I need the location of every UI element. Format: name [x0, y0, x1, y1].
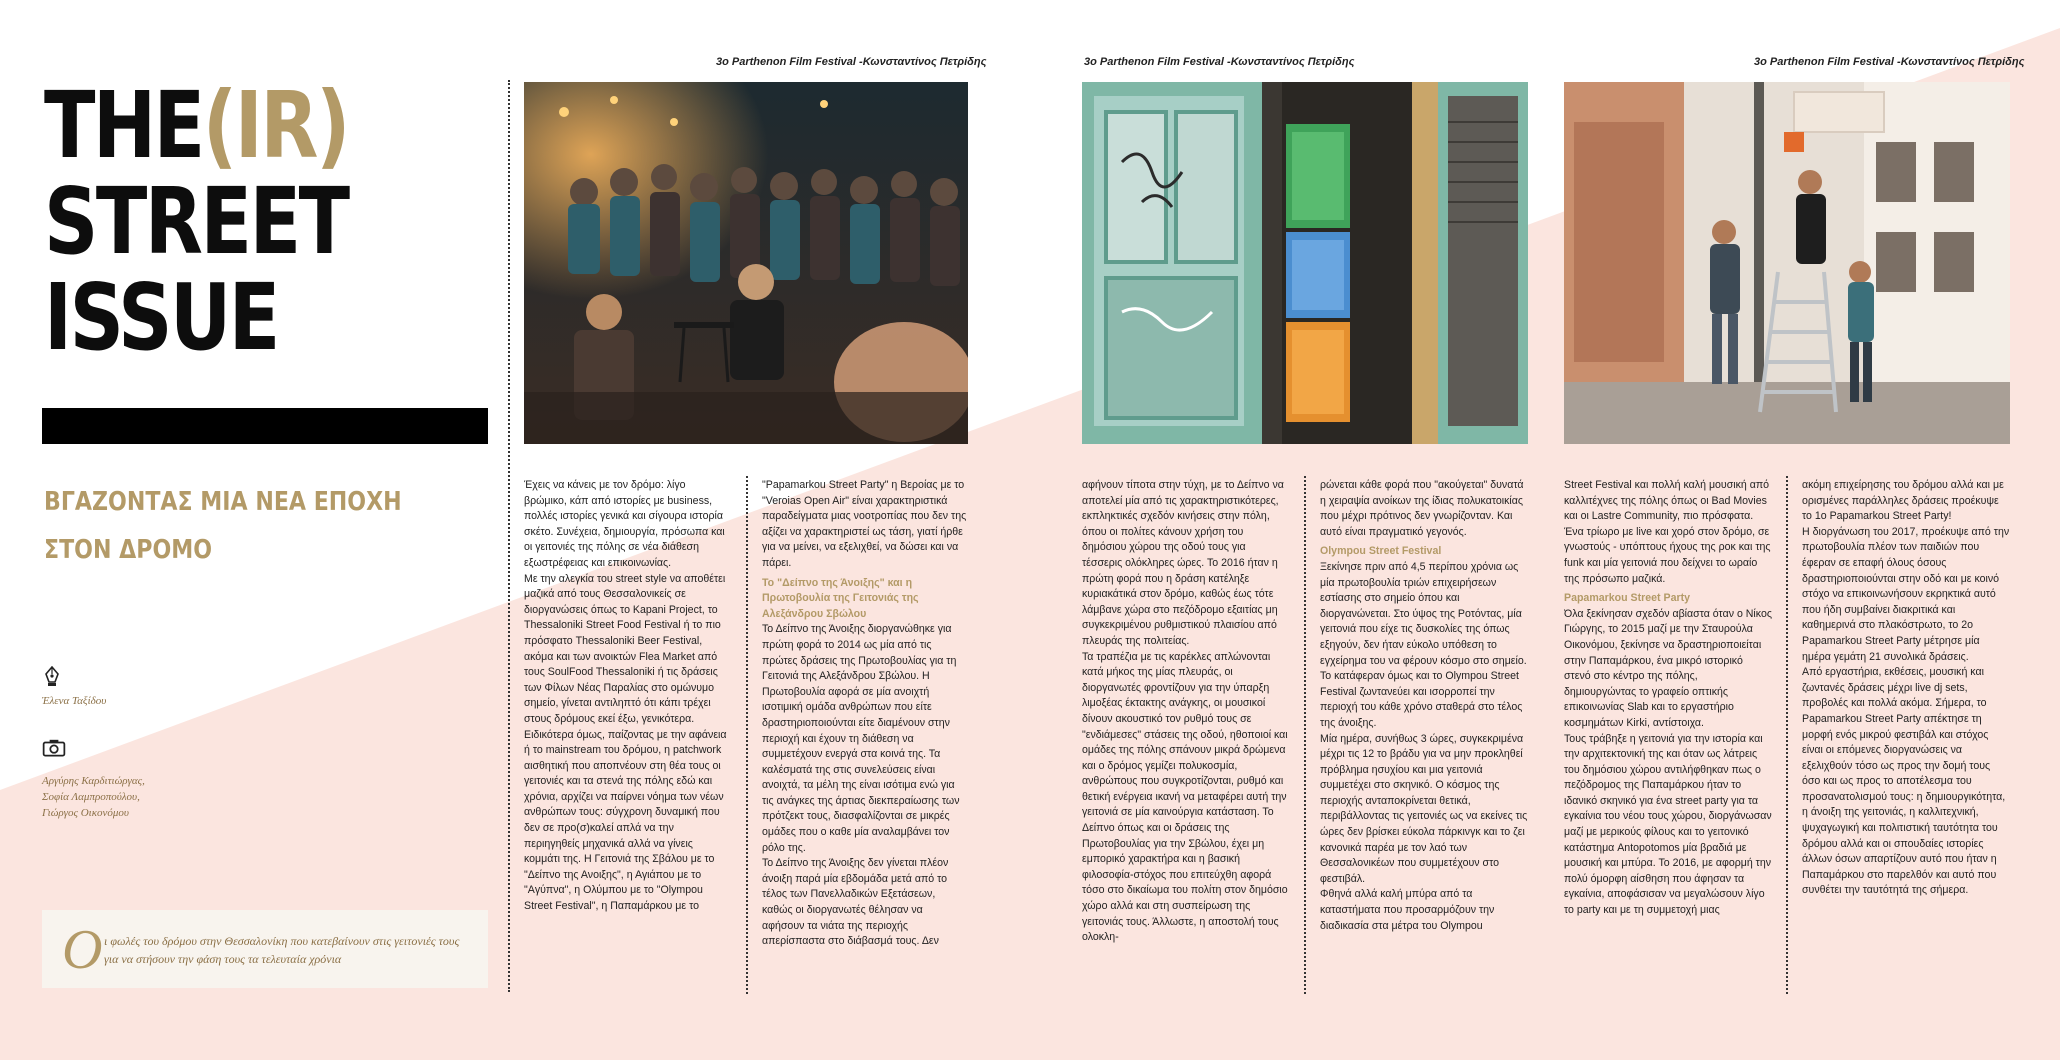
column-separator — [1304, 476, 1306, 994]
paragraph: Το Δείπνο της Άνοιξης διοργανώθηκε για πρώτη φορά το 2014 ως μία από τις πρώτες δράσεις της Πρωτοβουλίας για τη Γειτονιά της Αλεξάνδρου Σβώλου. Η Πρωτοβουλία αφορά σε μία ανοιχτή ισοτιμική ομάδα ανθρώπων που είτε δραστηριοποιούνται είτε διαμένουν στην περιοχή και έχουν τη διάθεση να συμμετέχουν ενεργά στα κοινά της. Τα καλέσματά της στις συνελεύσεις είναι ανοιχτά, τα μέλη της είναι ισότιμα ενώ για τις ανάγκες της άρτιας διεκπεραίωσης των πρότζεκτ τους, διασφαλίζονται σε μικρές ομάδες που ο καθε μία αναλαμβάνει τον ρόλο της. — [762, 623, 960, 854]
camera-icon — [42, 738, 66, 758]
author-block — [42, 666, 106, 709]
title-street: STREET — [44, 168, 348, 275]
photo-caption-right: 3o Parthenon Film Festival -Κωνσταντίνος Πετρίδης — [1754, 56, 2025, 68]
paragraph: Ειδικότερα όμως, παίζοντας με την αφάνεια ή το mainstream του δρόμου, η patchwork αισθητική που αποπνέουν στη θέα τους οι γειτονιές και τα στενά της πόλης εδώ και χρόνια, αρχίζει να παίρνει νόημα των νέων ανθρώπων τους: σύγχρονη δυναμική που δεν σε προ(σ)καλεί απλά να την περιηγηθείς μηχανικά αλλά να γίνεις κομμάτι της. Η Γειτονιά της Σβάλου με το "Δείπνο της Ανοιξης", η Αγιάπου με το "Aγύπνα", η Ολύμπου με το "Olympou Street Festival", η Παπαμάρκου με το — [524, 728, 727, 913]
graffiti-shopfront-photo — [1082, 82, 1528, 444]
section-heading: Το "Δείπνο της Άνοιξης" και η Πρωτοβουλία της Γειτονιάς της Αλεξάνδρου Σβώλου — [762, 576, 919, 620]
paragraph: Ξεκίνησε πριν από 4,5 περίπου χρόνια ως μία πρωτοβουλία τριών επιχειρήσεων εστίασης στο σημείο όπου και διοργανώνεται. Στο ύψος της Ροτόντας, μία γειτονιά που είχε τις δυσκολίες της όπως εξηγούν, δεν ήταν εύκολο υπόθεση το εγχείρημα του να φέρουν κόσμο στο σημείο. Το κατάφεραν όμως και το Olympou Street Festival ζωντανεύει και ισορροπεί την περιοχή του κάθε χρόνο σταθερά στο τέλος της άνοιξης. — [1320, 560, 1527, 729]
column-separator — [1786, 476, 1788, 994]
photo-caption-left: 3o Parthenon Film Festival -Κωνσταντίνος Πετρίδης — [716, 56, 987, 68]
paragraph: Η διοργάνωση του 2017, προέκυψε από την πρωτοβουλία πλέον των παιδιών που έφεραν σε επαφή όλους όσους δραστηριοποιούνται στην οδό και με κοινό στόχο να επικοινωνήσουν εκρηκτικά αυτό που ήδη συμβαίνει διακριτικά και καθημερινά στο πλακόστρωτο, το 2ο Papamarkou Street Party μέτρησε μία ημέρα γεμάτη 21 συνολικά δράσεις. — [1802, 525, 2010, 663]
article-column-6 — [1802, 478, 2010, 994]
title-issue: ISSUE — [44, 264, 278, 371]
paragraph: Με την αλεγκία του street style να αποθέτει μαζικά από τους Θεσσαλονικείς σε διοργανώσεις όπως το Kapani Project, το Thessaloniki Street Food Festival ή το πιο πρόσφατο Thessaloniki Beer Festival, ακόμα και των ανοικτών Flea Market από τους SoulFood Thessaloniki ή τις δράσεις των Φίλων Νέας Παραλίας στο ομώνυμο σημείο, γίνεται αντιληπτό ότι κάπι τρέχει στους δρόμους εκεί έξω, γενικότερα. — [524, 572, 726, 725]
section-heading: Papamarkou Street Party — [1564, 592, 1691, 605]
pull-quote-initial: Ο — [62, 919, 103, 981]
title-ir: (IR) — [202, 72, 349, 179]
paragraph: Street Festival και πολλή καλή μουσική από καλλιτέχνες της πόλης όπως οι Bad Movies και οι Lastre Community, πιο πρόσφατα. Ένα τρίωρο με live και χορό στον δρόμο, σε γνωστούς - υπόπτους ήχους της ροκ και της funk και μία γειτονιά που δείχνει το ωραίο της πρόσωπο μαζικά. — [1564, 479, 1771, 585]
title-divider-bar — [42, 408, 488, 444]
photographer-3: Γιώργος Οικονόμου — [42, 807, 129, 819]
issue-title — [44, 72, 349, 371]
photo-caption-middle: 3o Parthenon Film Festival -Κωνσταντίνος Πετρίδης — [1084, 56, 1355, 68]
pen-nib-icon — [42, 666, 62, 688]
paragraph: Μία ημέρα, συνήθως 3 ώρες, συγκεκριμένα μέχρι τις 12 το βράδυ για να μην προκληθεί πρόβλημα ησυχίου και μια γειτονιά συμμετέχει στο σκηνικό. Ο κόσμος της περιοχής ανταποκρίνεται θετικά, περιβάλλοντας τις γειτονιές ως να εκείνες τις ώρες δεν βρίσκει εύκολα πάρκινγκ και το ζει κανονικά παρέα με τον λαό των Θεσσαλονικέων που συμμετέχουν στο φεστιβάλ. — [1320, 732, 1528, 885]
paragraph: "Papamarkou Street Party" η Βεροίας με το "Veroias Open Air" είναι χαρακτηριστικά παραδείγματα μιας νοοτροπίας που δεν της αξίζει να χαρακτηριστεί ως τάση, γιατί ήρθε για να μείνει, να εξελιχθεί, να δώσει και να πάρει. — [762, 479, 967, 569]
pull-quote — [42, 910, 488, 988]
section-heading: Olympou Street Festival — [1320, 545, 1442, 558]
paragraph: Τους τράβηξε η γειτονιά για την ιστορία και την αρχιτεκτονική της και όταν ως λάτρεις του δημόσιου χώρου αντιλήφθηκαν πως ο πεζόδρομος της Παπαμάρκου ήταν το ιδανικό σκηνικό για ένα street party για τα εγκαίνια του νέου τους χώρου, διοργάνωσαν μαζί με μερικούς φίλους και το γειτονικό κατάστημα Antopotomos μία βραδιά με μουσική και μπύρα. Το 2016, με αφορμή την πολύ όμορφη αίσθηση που άφησαν τα εγκαίνια, αποφάσισαν να μεγαλώσουν λίγο το party και με τη συμμετοχή μιας — [1564, 732, 1772, 917]
article-column-1 — [524, 478, 730, 994]
author-name: Έλενα Ταξίδου — [42, 695, 107, 707]
photographer-2: Σοφία Λαμπροπούλου, — [42, 791, 140, 803]
paragraph: Τα τραπέζια με τις καρέκλες απλώνονται κατά μήκος της μίας πλευράς, οι διοργανωτές φροντίζουν για την ύπαρξη λιμοξέας έκτακτης ανάγκης, οι μουσικοί δίνουν ακουστικό τον ρυθμό τους σε "ενδιάμεσες" στάσεις της οδού, ηθοποιοί και ομάδες της πόλης σπάνουν μικρά δρώμενα και ο δρόμος γεμίζει πολυκοσμία, ανθρώπους που συγκροτίζονται, ρυθμό και θετική ενέργεια ικανή να μεταφέρει αυτή την γειτονιά σε μία καινούργια κατάσταση. Το Δείπνο όπως και οι δράσεις της Πρωτοβουλίας για την Σβώλου, έχει μη εμπορικό χαρακτήρα και η βασική φιλοσοφία-στόχος που επιτεύχθη αφορά τόσο στο δικαίωμα του πολίτη στον δημόσιο χώρο αλλά και στη συσπείρωση της γειτονιάς τους. Άλλωστε, η αποστολή τους ολοκλη- — [1082, 650, 1288, 944]
paragraph: Έχεις να κάνεις με τον δρόμο: λίγο βρώμικο, κάπ από ιστορίες με business, πολλές ιστορίες γενικά και σίγουρα ιστορία σκέτο. Συνέχεια, δημιουργία, πρόσωπα και οι γειτονιές της πόλης σε νέα διάθεση εξωστρέφειας και επικοινωνίας. — [524, 479, 725, 569]
article-column-3 — [1082, 478, 1288, 994]
paragraph: Το Δείπνο της Άνοιξης δεν γίνεται πλέον άνοιξη παρά μία εβδομάδα μετά από το τέλος των Πανελλαδικών Εξετάσεων, καθώς οι διοργανωτές θέλησαν να αφήσουν τα νιάτα της περιοχής απερίσπαστα στο διάβασμά τους. Δεν — [762, 857, 949, 948]
ladder-balcony-photo — [1564, 82, 2010, 444]
column-separator — [746, 476, 748, 994]
paragraph: ακόμη επιχείρησης του δρόμου αλλά και με ορισμένες παράλληλες δράσεις προέκυψε το 1ο Papamarkou Street Party! — [1802, 479, 2004, 523]
crowd-street-event-photo — [524, 82, 968, 444]
issue-subtitle — [44, 478, 418, 574]
article-column-4 — [1320, 478, 1528, 994]
title-the: THE — [44, 72, 203, 179]
paragraph: αφήνουν τίποτα στην τύχη, με το Δείπνο να αποτελεί μία από τις χαρακτηριστικότερες, εκπληκτικές σχεδόν κινήσεις στην πόλη, όπου οι πολίτες κάνουν χρήση του δημόσιου χώρου της οδού τους για τέσσερις ολόκληρες ώρες. Το 2016 ήταν η πρώτη φορά που η δράση κατέληξε κυριακάτικά στον δρόμο, καθώς έως τότε λάμβανε χώρα στο πεζόδρομο εξαιτίας μη συγκεκριμένου ρυθμιστικού πλαισίου από πλευράς της πολιτείας. — [1082, 479, 1284, 647]
paragraph: Από εργαστήρια, εκθέσεις, μουσική και ζωντανές δράσεις μέχρι live dj sets, προβολές και πολλά ακόμα. Σήμερα, το Papamarkou Street Party απέκτησε τη μορφή ενός μικρού φεστιβάλ και στόχος είναι οι επόμενες διοργανώσεις να εξελιχθούν τόσο ως προς την δομή τους όσο και ως προς το αποτέλεσμα του προσανατολισμού τους: η δημιουργικότητα, η άνοιξη της γειτονιάς, η καλλιτεχνική, ψυχαγωγική και πολιτιστική ταυτότητα του δρόμου αλλά και οι σπουδαίες ιστορίες άλλων όσων απαρτίζουν αυτό που ήταν η Παπαμάρκου στο παρελθόν και αυτό που συνθέτει την ταυτότητά της σήμερα. — [1802, 666, 2006, 897]
pull-quote-text: ι φωλές του δρόμου στην Θεσσαλονίκη που κατεβαίνουν στις γειτονιές τους για να στήσουν την φάση τους τα τελευταία χρόνια — [104, 934, 460, 966]
paragraph: Όλα ξεκίνησαν σχεδόν αβίαστα όταν ο Νίκος Γιώργης, το 2015 μαζί με την Σταυρούλα Οικονόμου, ξεκίνησε να δραστηριοποιείται στην Παπαμάρκου, ένα μικρό ιστορικό στενό στο κέντρο της πόλης, δημιουργώντας το γραφείο οπτικής επικοινωνίας Slab και το εργαστήριο κοσμημάτων Kirki, αντίστοιχα. — [1564, 607, 1772, 729]
photo-credits-block — [42, 738, 145, 821]
article-column-5 — [1564, 478, 1772, 994]
article-column-2 — [762, 478, 968, 994]
paragraph: Φθηνά αλλά καλή μπύρα από τα καταστήματα που προσαρμόζουν την διαδικασία στα μέτρα του Olympou — [1320, 888, 1495, 932]
paragraph: ρώνεται κάθε φορά που "ακούγεται" δυνατά η χειραψία ανοίκων της ίδιας πολυκατοικίας που μέχρι πρότινος δεν γνωρίζονταν. Και αυτό είναι πραγματικό γεγονός. — [1320, 479, 1524, 538]
subtitle-line-2: ΣΤΟΝ ΔΡΟΜΟ — [44, 535, 213, 565]
subtitle-line-1: ΒΓΑΖΟΝΤΑΣ ΜΙΑ ΝΕΑ ΕΠΟΧΗ — [44, 487, 402, 517]
left-panel-separator — [508, 80, 510, 992]
photographer-1: Αργύρης Καρδιτιώργας, — [42, 775, 145, 787]
